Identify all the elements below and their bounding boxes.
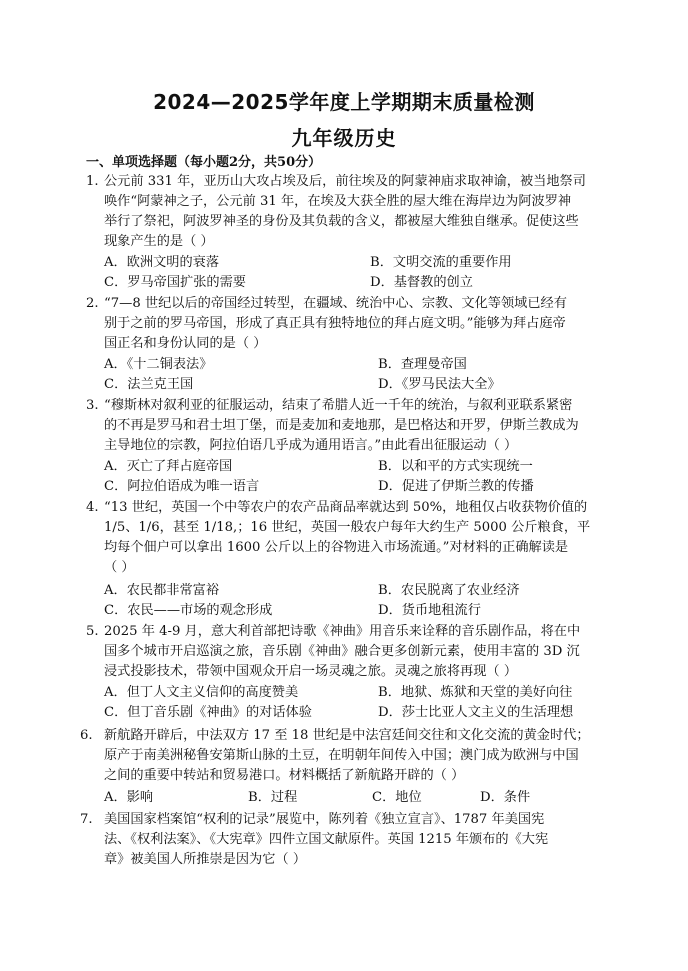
question-text: 新航路开辟后，中法双方 17 至 18 世纪是中法宫廷间交往和文化交流的黄金时代； xyxy=(104,728,590,743)
option-a: A．影响 xyxy=(104,790,154,805)
question-text: 章》被美国人所推崇是因为它（ ） xyxy=(104,852,307,867)
option-b: B．查理曼帝国 xyxy=(378,357,467,372)
option-b: B．农民脱离了农业经济 xyxy=(378,583,520,598)
question-text: “穆斯林对叙利亚的征服运动，结束了希腊人近一千年的统治，与叙利亚联系紧密 xyxy=(104,398,573,413)
option-c: C．农民——市场的观念形成 xyxy=(104,603,273,618)
question-text: （ ） xyxy=(104,560,135,575)
option-c: C．法兰克王国 xyxy=(104,377,194,392)
question-number: 4. xyxy=(86,500,99,515)
question-text: 国正名和身份认同的是（ ） xyxy=(104,336,267,351)
option-d: D．促进了伊斯兰教的传播 xyxy=(378,479,534,494)
question-text: 的不再是罗马和君士坦丁堡，而是麦加和麦地那，是巴格达和开罗，伊斯兰教成为 xyxy=(104,418,579,433)
option-d: D．基督教的创立 xyxy=(370,275,473,290)
question-number: 1. xyxy=(86,174,99,189)
option-c: C．但丁音乐剧《神曲》的对话体验 xyxy=(104,705,312,720)
option-c: C．罗马帝国扩张的需要 xyxy=(104,275,246,290)
option-c: C．地位 xyxy=(372,790,422,805)
question-text: 美国国家档案馆“权利的记录”展览中，陈列着《独立宣言》、1787 年美国宪 xyxy=(104,812,545,827)
question-text: “7—8 世纪以后的帝国经过转型，在疆域、统治中心、宗教、文化等领域已经有 xyxy=(104,296,567,311)
question-text: 唤作“阿蒙神之子，公元前 31 年，在埃及大获全胜的屋大维在海岸边为阿波罗神 xyxy=(104,194,572,209)
option-a: A．《十二铜表法》 xyxy=(104,357,213,372)
option-a: A．欧洲文明的衰落 xyxy=(104,255,220,270)
question-number: 3. xyxy=(86,398,99,413)
option-c: C．阿拉伯语成为唯一语言 xyxy=(104,479,260,494)
question-text: 法、《权利法案》、《大宪章》四件立国文献原件。英国 1215 年颁布的《大宪 xyxy=(104,832,549,847)
question-number: 6. xyxy=(80,728,93,743)
option-d: D．货币地租流行 xyxy=(378,603,481,618)
question-text: 之间的重要中转站和贸易港口。材料概括了新航路开辟的（ ） xyxy=(104,768,465,783)
question-text: 别于之前的罗马帝国，形成了真正具有独特地位的拜占庭文明。”能够为拜占庭帝 xyxy=(104,316,566,331)
option-b: B．地狱、炼狱和天堂的美好向往 xyxy=(378,685,573,700)
section-heading: 一、单项选择题（每小题2分，共50分） xyxy=(86,155,322,170)
exam-subtitle: 九年级历史 xyxy=(291,126,397,150)
question-text: 均每个佃户可以拿出 1600 公斤以上的谷物进入市场流通。”对材料的正确解读是 xyxy=(104,540,569,555)
question-text: 现象产生的是（ ） xyxy=(104,234,214,249)
question-text: 国多个城市开启巡演之旅，音乐剧《神曲》融合更多创新元素，使用丰富的 3D 沉 xyxy=(104,644,580,659)
question-text: 举行了祭祀，阿波罗神圣的身份及其负载的含义，都被屋大维独自继承。促使这些 xyxy=(104,214,579,229)
option-a: A．但丁人文主义信仰的高度赞美 xyxy=(104,685,299,700)
question-text: 原产于南美洲秘鲁安第斯山脉的土豆，在明朝年间传入中国；澳门成为欧洲与中国 xyxy=(104,748,579,763)
exam-title: 2024—2025学年度上学期期末质量检测 xyxy=(153,90,535,114)
option-d: D．条件 xyxy=(480,790,531,805)
option-b: B．以和平的方式实现统一 xyxy=(378,459,533,474)
question-text: 1/5、1/6，甚至 1/18,；16 世纪，英国一般农户每年大约生产 5000 公斤粮食，平 xyxy=(104,520,591,535)
question-text: 2025 年 4-9 月，意大利首部把诗歌《神曲》用音乐来诠释的音乐剧作品，将在中 xyxy=(104,624,581,639)
question-text: 浸式投影技术，带领中国观众开启一场灵魂之旅。灵魂之旅将再现（ ） xyxy=(104,664,518,679)
question-text: 主导地位的宗教，阿拉伯语几乎成为通用语言。”由此看出征服运动（ ） xyxy=(104,438,518,453)
question-number: 5. xyxy=(86,624,99,639)
option-a: A．农民都非常富裕 xyxy=(104,583,220,598)
question-text: 公元前 331 年，亚历山大攻占埃及后，前往埃及的阿蒙神庙求取神谕，被当地祭司 xyxy=(104,174,586,189)
question-text: “13 世纪，英国一个中等农户的农产品商品率就达到 50%，地租仅占收获物价值的 xyxy=(104,500,588,515)
option-d: D．《罗马民法大全》 xyxy=(378,377,501,392)
question-number: 2. xyxy=(86,296,99,311)
question-number: 7. xyxy=(80,812,93,827)
option-a: A．灭亡了拜占庭帝国 xyxy=(104,459,233,474)
option-b: B．过程 xyxy=(248,790,298,805)
option-d: D．莎士比亚人文主义的生活理想 xyxy=(378,705,574,720)
option-b: B．文明交流的重要作用 xyxy=(370,255,512,270)
